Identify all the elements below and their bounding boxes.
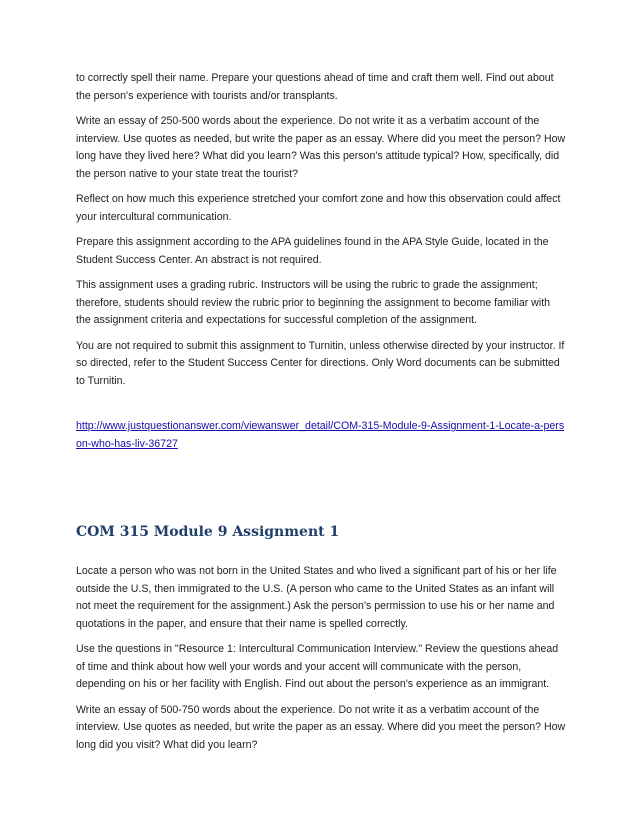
paragraph-apa-guidelines: Prepare this assignment according to the APA guidelines found in the APA Style Guide, located in the Student Success Center. An abstract is not required. (76, 236, 549, 266)
section-heading: COM 315 Module 9 Assignment 1 (76, 524, 340, 540)
paragraph-turnitin: You are not required to submit this assignment to Turnitin, unless otherwise directed by your instructor. If so directed, refer to the Student Success Center for directions. Only Word documents can be submitted to Turnitin. (76, 339, 565, 387)
paragraph-resource-questions: Use the questions in "Resource 1: Intercultural Communication Interview." Review the questions ahead of time and think about how well your words and your accent will communicate with the person, depending on his or her facility with English. Find out about the person's experience as an immigrant. (76, 643, 559, 690)
answer-link[interactable]: http://www.justquestionanswer.com/viewanswer_detail/COM-315-Module-9-Assignment-1-Locate-a-person-who-has-liv-36727 (76, 420, 565, 450)
paragraph-interview-prep: to correctly spell their name. Prepare your questions ahead of time and craft them well. Find out about the person's experience with tourists and/or transplants. (76, 72, 554, 102)
paragraph-locate-person: Locate a person who was not born in the United States and who lived a significant part of his or her life outside the U.S, then immigrated to the U.S. (A person who came to the United States as an infant will not meet the requirement for the assignment.) Ask the person's permission to use his or her name and quotations in the paper, and ensure that their name is spelled correctly. (76, 565, 557, 630)
paragraph-reflection: Reflect on how much this experience stretched your comfort zone and how this observation could affect your intercultural communication. (76, 193, 561, 223)
paragraph-essay-instructions: Write an essay of 250-500 words about the experience. Do not write it as a verbatim account of the interview. Use quotes as needed, but write the paper as an essay. Where did you meet the person? How long have they lived here? What did you learn? Was this person's attitude typical? How, specifically, did the person native to your state treat the tourist? (76, 115, 566, 180)
paragraph-essay-length: Write an essay of 500-750 words about the experience. Do not write it as a verbatim account of the interview. Use quotes as needed, but write the paper as an essay. Where did you meet the person? How long did you visit? What did you learn? (76, 703, 566, 751)
document-page (76, 70, 566, 762)
paragraph-grading-rubric: This assignment uses a grading rubric. Instructors will be using the rubric to grade the assignment; therefore, students should review the rubric prior to beginning the assignment to become familiar with the assignment criteria and expectations for successful completion of the assignment. (76, 279, 551, 326)
